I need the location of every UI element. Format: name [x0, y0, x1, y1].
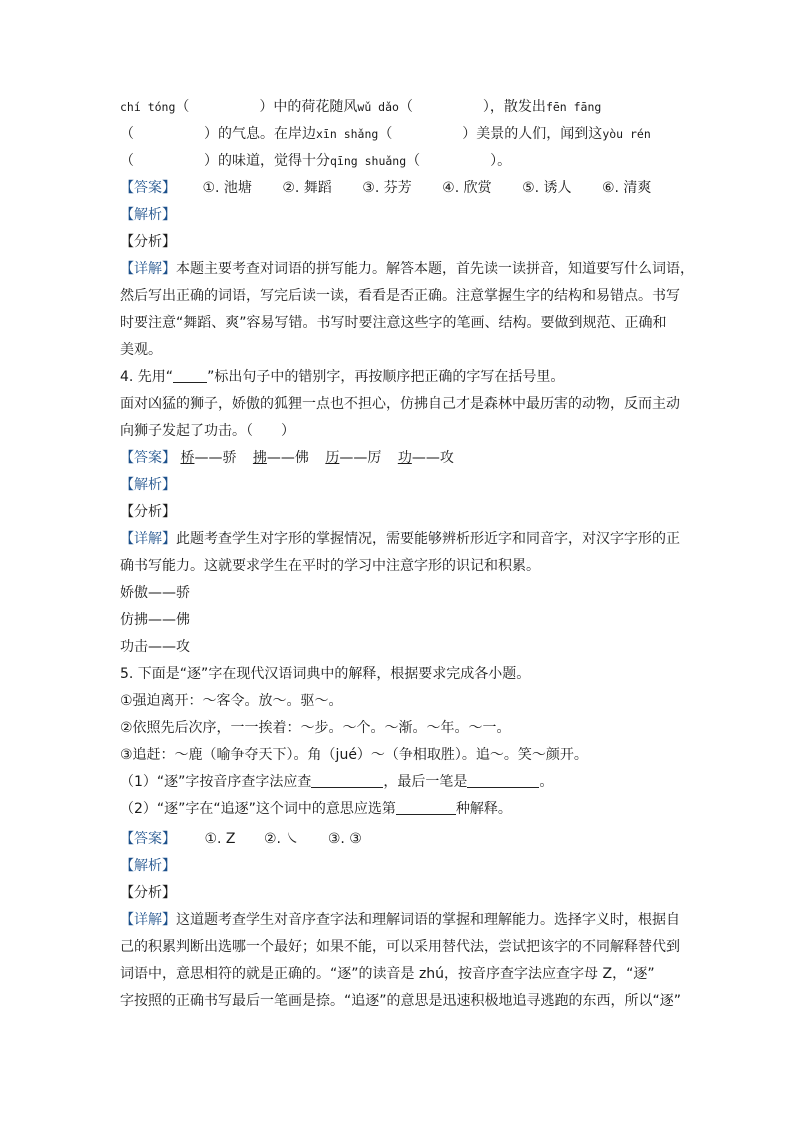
- q5-sub1-text: ，最后一笔是: [383, 774, 468, 790]
- blank-text: （ ）的味道，觉得十分: [120, 153, 330, 169]
- q5-sub2-text: （2）“逐”字在“追逐”这个词中的意思应选第: [120, 801, 396, 817]
- answer-blank: [311, 773, 383, 788]
- blank-text: （ ）。: [406, 153, 512, 169]
- pinyin-text: xīn shǎng: [316, 127, 379, 141]
- answer-item: ⑤. 诱人: [522, 180, 572, 196]
- q4-answer-line: [120, 445, 680, 472]
- q3-answer-line: [120, 175, 680, 202]
- fenxi-tag: 【分析】: [120, 885, 176, 901]
- blank-text: （ ）的气息。在岸边: [120, 126, 316, 142]
- q4-sentence-2: 向狮子发起了功击。（ ）: [120, 423, 295, 439]
- detail-tag: 【详解】: [120, 261, 176, 277]
- answer-item: ④. 欣赏: [442, 180, 492, 196]
- wrong-char: 功: [397, 450, 412, 466]
- q5-sub-2: [120, 796, 680, 823]
- q5-sub1-text: 。: [539, 774, 554, 790]
- pinyin-text: fēn fāng: [545, 100, 602, 114]
- q3-detail-2: 然后写出正确的词语，写完后读一读，看看是否正确。注意掌握生字的结构和易错点。书写: [120, 288, 680, 304]
- answer-item: ⑥. 清爽: [601, 180, 652, 196]
- jiexi-tag: 【解析】: [120, 858, 176, 874]
- q4-correction-1: 娇傲——骄: [120, 585, 190, 601]
- q3-detail-4: 美观。: [120, 342, 162, 358]
- pinyin-text: wǔ dǎo: [357, 100, 399, 114]
- blank-text: （ ）中的荷花随风: [175, 99, 358, 115]
- answer-item: ③. 芬芳: [362, 180, 412, 196]
- q5-detail-3: 词语中，意思相符的就是正确的。“逐”的读音是 zhú，按音序查字法应查字母 Z，“逐”: [120, 966, 655, 982]
- q4-prompt: [120, 364, 680, 391]
- q4-correction-2: 仿拂——佛: [120, 612, 190, 628]
- answer-item: [398, 450, 454, 466]
- pinyin-text: chí tóng: [120, 100, 176, 114]
- blank-text: （ ），散发出: [398, 99, 546, 115]
- right-char: ——厉: [339, 450, 382, 466]
- q5-def-3: ③追赶：～鹿（喻争夺天下）。角（jué）～（争相取胜）。追～。笑～颜开。: [120, 747, 588, 763]
- q3-detail-3: 时要注意“舞蹈、爽”容易写错。书写时要注意这些字的笔画、结构。要做到规范、正确和: [120, 315, 667, 331]
- detail-tag: 【详解】: [120, 531, 176, 547]
- document-page: [120, 94, 694, 1015]
- q5-detail-2: 己的积累判断出选哪一个最好；如果不能，可以采用替代法，尝试把该字的不同解释替代到: [120, 939, 680, 955]
- answer-tag: 【答案】: [120, 831, 176, 847]
- q5-answer-line: [120, 826, 680, 853]
- jiexi-tag: 【解析】: [120, 207, 176, 223]
- q4-detail-1: [120, 526, 680, 553]
- q4-prompt-end: ”标出句子中的错别字，再按顺序把正确的字写在括号里。: [207, 369, 565, 385]
- underline-blank: [173, 368, 207, 383]
- q3-detail-1: [120, 256, 694, 283]
- q3-line-1: [120, 94, 680, 121]
- answer-item: ①. Z: [204, 831, 236, 847]
- answer-tag: 【答案】: [120, 450, 176, 466]
- right-char: ——攻: [411, 450, 454, 466]
- jiexi-tag: 【解析】: [120, 477, 176, 493]
- q3-answer-list: [180, 180, 651, 196]
- wrong-char: 拂: [252, 450, 267, 466]
- q5-sub-1: [120, 769, 680, 796]
- answer-blank: [467, 773, 539, 788]
- q5-prompt: 5. 下面是“逐”字在现代汉语词典中的解释，根据要求完成各小题。: [120, 666, 531, 682]
- q5-sub1-text: （1）“逐”字按音序查字法应查: [120, 774, 312, 790]
- pinyin-text: qīng shuǎng: [330, 154, 407, 168]
- q5-def-1: ①强迫离开：～客令。放～。驱～。: [120, 693, 343, 709]
- q4-sentence-1: 面对凶猛的狮子，娇傲的狐狸一点也不担心，仿拂自己才是森林中最历害的动物，反而主动: [120, 396, 680, 412]
- q5-detail-4: 字按照的正确书写最后一笔画是捺。“追逐”的意思是迅速积极地追寻逃跑的东西，所以“逐”: [120, 993, 682, 1009]
- answer-item: ②. 舞蹈: [282, 180, 332, 196]
- answer-item: ①. 池塘: [202, 180, 252, 196]
- detail-text: 此题考查学生对字形的掌握情况，需要能够辨析形近字和同音字，对汉字字形的正: [176, 531, 680, 547]
- q5-detail-1: [120, 907, 680, 934]
- wrong-char: 历: [325, 450, 340, 466]
- q4-correction-3: 功击——攻: [120, 639, 190, 655]
- q3-line-3: [120, 148, 680, 175]
- q5-sub2-text: 种解释。: [455, 801, 512, 817]
- detail-tag: 【详解】: [120, 912, 176, 928]
- fenxi-tag: 【分析】: [120, 234, 176, 250]
- pinyin-text: yòu rén: [602, 127, 651, 141]
- answer-item: [180, 450, 236, 466]
- detail-text: 本题主要考查对词语的拼写能力。解答本题，首先读一读拼音，知道要写什么词语，: [176, 261, 694, 277]
- answer-blank: [396, 800, 456, 815]
- answer-tag: 【答案】: [120, 180, 176, 196]
- answer-item: [253, 450, 309, 466]
- q4-prompt-start: 4. 先用“: [120, 369, 174, 385]
- fenxi-tag: 【分析】: [120, 504, 176, 520]
- answer-item: ②. ㇏: [263, 831, 300, 847]
- wrong-char: 桥: [180, 450, 195, 466]
- answer-item: ③. ③: [327, 831, 362, 847]
- blank-text: （ ）美景的人们，闻到这: [378, 126, 603, 142]
- q4-detail-2: 确书写能力。这就要求学生在平时的学习中注意字形的识记和积累。: [120, 558, 540, 574]
- q5-def-2: ②依照先后次序，一一挨着：～步。～个。～渐。～年。～一。: [120, 720, 511, 736]
- detail-text: 这道题考查学生对音序查字法和理解词语的掌握和理解能力。选择字义时，根据自: [176, 912, 680, 928]
- right-char: ——骄: [194, 450, 237, 466]
- right-char: ——佛: [266, 450, 309, 466]
- q3-line-2: [120, 121, 680, 148]
- answer-item: [325, 450, 381, 466]
